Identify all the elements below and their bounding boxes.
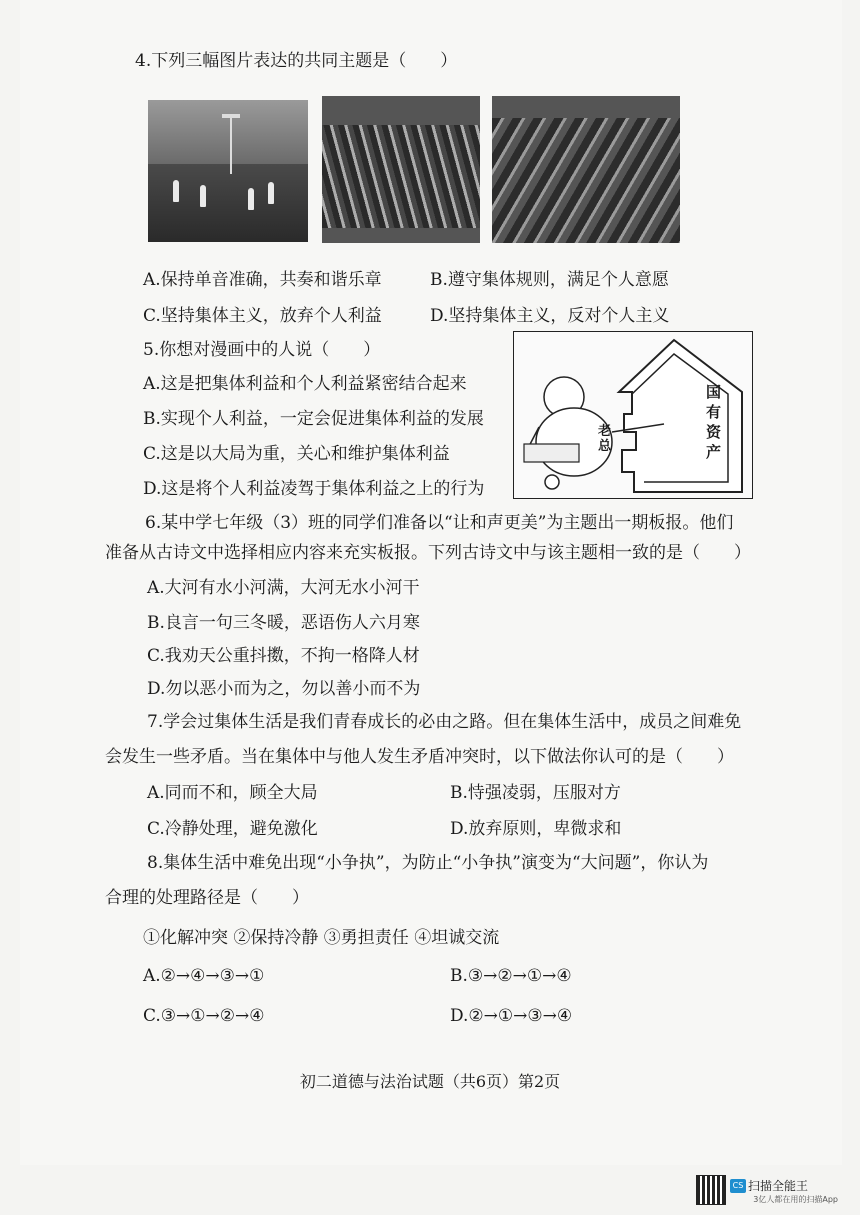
qr-code-icon xyxy=(696,1175,726,1205)
q5-option-c: C.这是以大局为重，关心和维护集体利益 xyxy=(143,444,450,464)
q7-option-c: C.冷静处理，避免激化 xyxy=(147,819,318,839)
q4-option-d: D.坚持集体主义，反对个人主义 xyxy=(430,306,670,326)
q6-option-b: B.良言一句三冬暖，恶语伤人六月寒 xyxy=(147,613,420,633)
page-footer: 初二道德与法治试题（共6页）第2页 xyxy=(299,1072,561,1091)
q8-items: ①化解冲突 ②保持冷静 ③勇担责任 ④坦诚交流 xyxy=(143,928,500,948)
watermark-tagline: 3亿人都在用的扫描App xyxy=(753,1195,838,1204)
q6-option-d: D.勿以恶小而为之，勿以善小而不为 xyxy=(147,679,421,699)
q8-option-a: A.②→④→③→① xyxy=(143,966,265,986)
cartoon-illustration xyxy=(513,331,753,499)
q8-line2: 合理的处理路径是（ ） xyxy=(105,888,309,908)
dragon-boat-photo xyxy=(492,96,680,243)
q4-option-c: C.坚持集体主义，放弃个人利益 xyxy=(143,306,382,326)
q5-stem: 5.你想对漫画中的人说（ ） xyxy=(143,340,381,360)
q4-option-b: B.遵守集体规则，满足个人意愿 xyxy=(430,270,669,290)
q8-option-d: D.②→①→③→④ xyxy=(450,1006,573,1026)
q8-option-b: B.③→②→①→④ xyxy=(450,966,572,986)
q8-option-c: C.③→①→②→④ xyxy=(143,1006,265,1026)
q5-option-d: D.这是将个人利益凌驾于集体利益之上的行为 xyxy=(143,479,485,499)
q7-line2: 会发生一些矛盾。当在集体中与他人发生矛盾冲突时，以下做法你认可的是（ ） xyxy=(105,747,734,767)
boss-badge: 老总 xyxy=(598,424,612,454)
q7-line1: 7.学会过集体生活是我们青春成长的必由之路。但在集体生活中，成员之间难免 xyxy=(147,712,742,732)
q6-line2: 准备从古诗文中选择相应内容来充实板报。下列古诗文中与该主题相一致的是（ ） xyxy=(105,543,751,563)
cs-logo-icon: CS xyxy=(730,1179,746,1193)
q7-option-b: B.恃强凌弱，压服对方 xyxy=(450,783,621,803)
q6-option-c: C.我劝天公重抖擞，不拘一格降人材 xyxy=(147,646,420,666)
q8-line1: 8.集体生活中难免出现“小争执”，为防止“小争执”演变为“大问题”，你认为 xyxy=(147,853,709,873)
q4-stem: 4.下列三幅图片表达的共同主题是（ ） xyxy=(135,51,458,71)
q5-option-a: A.这是把集体利益和个人利益紧密结合起来 xyxy=(143,374,467,394)
state-assets-sign: 国有资产 xyxy=(706,383,722,461)
basketball-photo xyxy=(148,100,308,242)
q7-option-a: A.同而不和，顾全大局 xyxy=(147,783,318,803)
q6-line1: 6.某中学七年级（3）班的同学们准备以“让和声更美”为主题出一期板报。他们 xyxy=(145,513,734,533)
q4-option-a: A.保持单音准确，共奏和谐乐章 xyxy=(143,270,382,290)
q6-option-a: A.大河有水小河满，大河无水小河干 xyxy=(147,578,420,598)
q5-option-b: B.实现个人利益，一定会促进集体利益的发展 xyxy=(143,409,484,429)
q7-option-d: D.放弃原则，卑微求和 xyxy=(450,819,622,839)
tug-of-war-photo xyxy=(322,96,480,243)
watermark-brand: 扫描全能王 xyxy=(748,1179,809,1193)
